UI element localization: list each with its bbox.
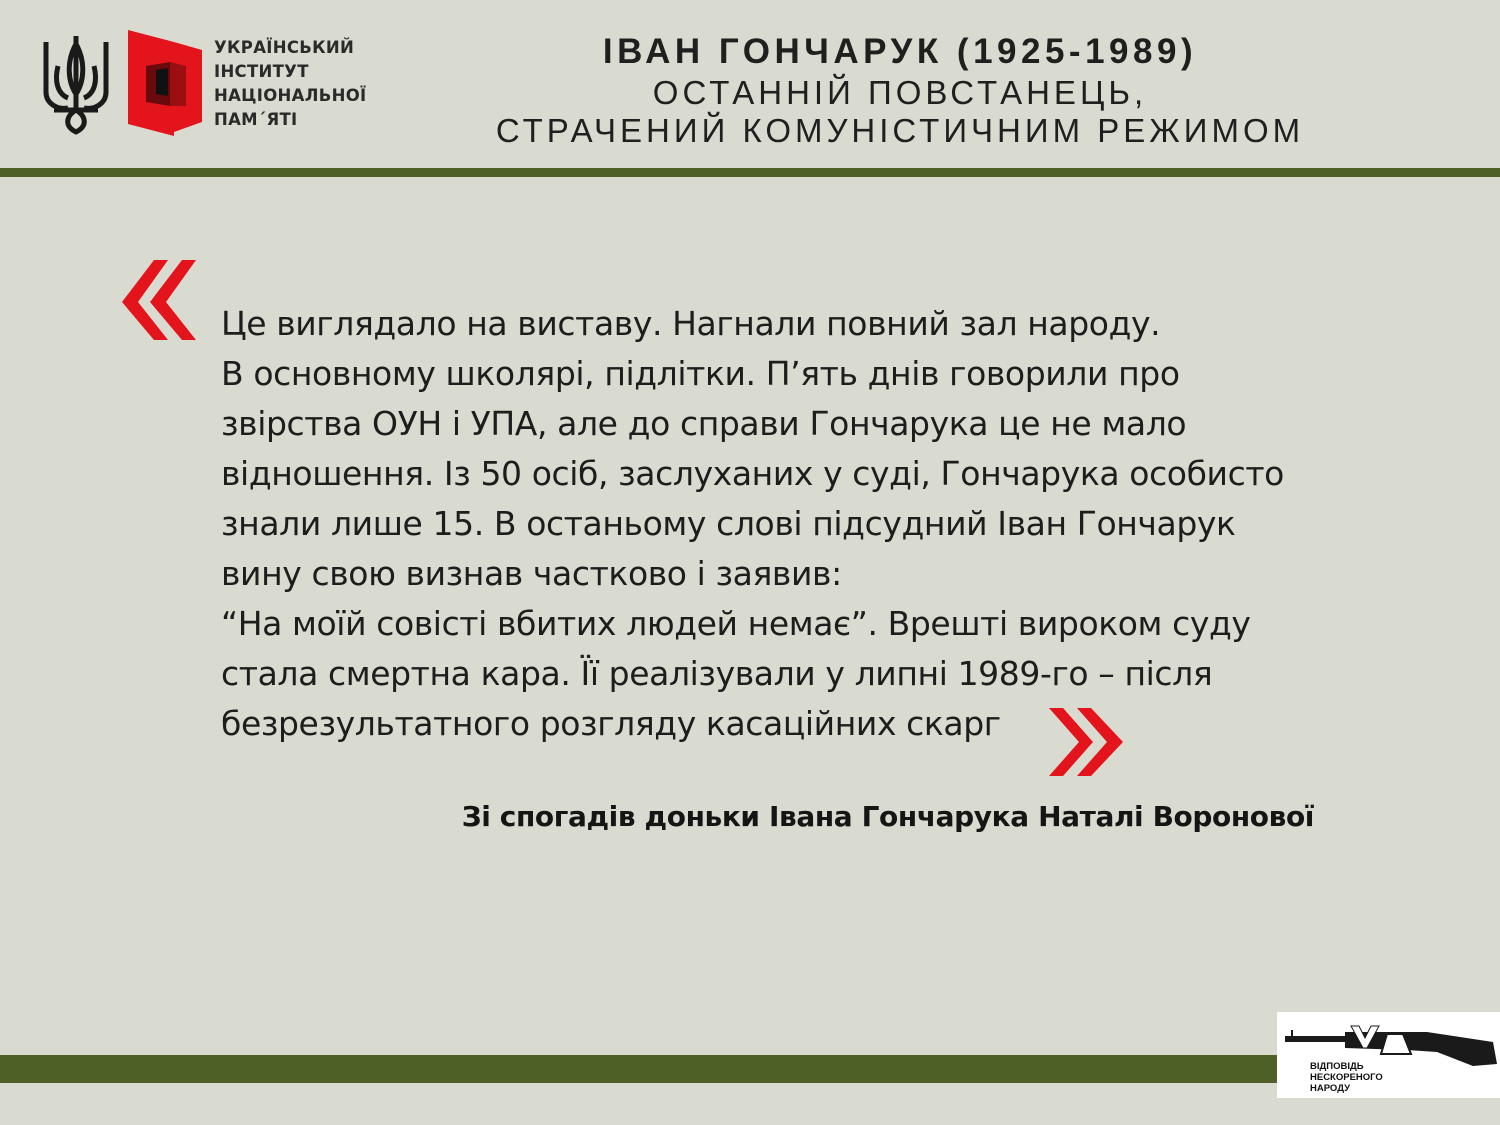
- upa-caption-line: ВІДПОВІДЬ: [1310, 1061, 1364, 1072]
- bottom-band: [0, 1055, 1500, 1083]
- quote-line: “На моїй совісті вбитих людей немає”. Врешті вироком суду: [221, 604, 1251, 643]
- upa-caption: [1310, 1061, 1383, 1094]
- institute-name-line: ІНСТИТУТ: [214, 62, 309, 81]
- quote-attribution: Зі спогадів доньки Івана Гончарука Наталі Воронової: [461, 800, 1314, 833]
- quote-text: [221, 299, 1341, 749]
- quote-line: безрезультатного розгляду касаційних скарг: [221, 704, 1001, 743]
- institute-name-line: ПАМ´ЯТІ: [214, 110, 298, 129]
- institute-logo: [126, 28, 204, 136]
- quote-line: звірства ОУН і УПА, але до справи Гончарука це не мало: [221, 404, 1187, 443]
- top-divider: [0, 168, 1500, 177]
- title-main: ІВАН ГОНЧАРУК (1925-1989): [602, 32, 1198, 71]
- slide-title: [450, 30, 1350, 150]
- quote-line: відношення. Із 50 осіб, заслуханих у суді, Гончарука особисто: [221, 454, 1284, 493]
- upa-logo: [1277, 1012, 1500, 1098]
- close-quote-mark: [1045, 696, 1129, 780]
- quote-line: вину свою визнав частково і заявив:: [221, 554, 842, 593]
- quote-line: В основному школярі, підлітки. П’ять днів говорили про: [221, 354, 1180, 393]
- header: [0, 0, 1500, 168]
- title-subtitle-line-1: ОСТАННІЙ ПОВСТАНЕЦЬ,: [652, 74, 1148, 111]
- institute-name-line: НАЦІОНАЛЬНОЇ: [214, 86, 367, 105]
- open-quote-mark: [114, 240, 198, 344]
- institute-name: [214, 36, 367, 132]
- quote-line: знали лише 15. В останьому слові підсудний Іван Гончарук: [221, 504, 1236, 543]
- quote-line: стала смертна кара. Її реалізували у липні 1989-го – після: [221, 654, 1213, 693]
- upa-caption-line: НЕСКОРЕНОГО: [1310, 1072, 1383, 1083]
- title-subtitle-line-2: СТРАЧЕНИЙ КОМУНІСТИЧНИМ РЕЖИМОМ: [495, 112, 1305, 149]
- trident-icon: [40, 32, 112, 136]
- quote-line: Це виглядало на виставу. Нагнали повний зал народу.: [221, 304, 1161, 343]
- institute-name-line: УКРАЇНСЬКИЙ: [214, 38, 355, 57]
- upa-caption-line: НАРОДУ: [1310, 1083, 1350, 1094]
